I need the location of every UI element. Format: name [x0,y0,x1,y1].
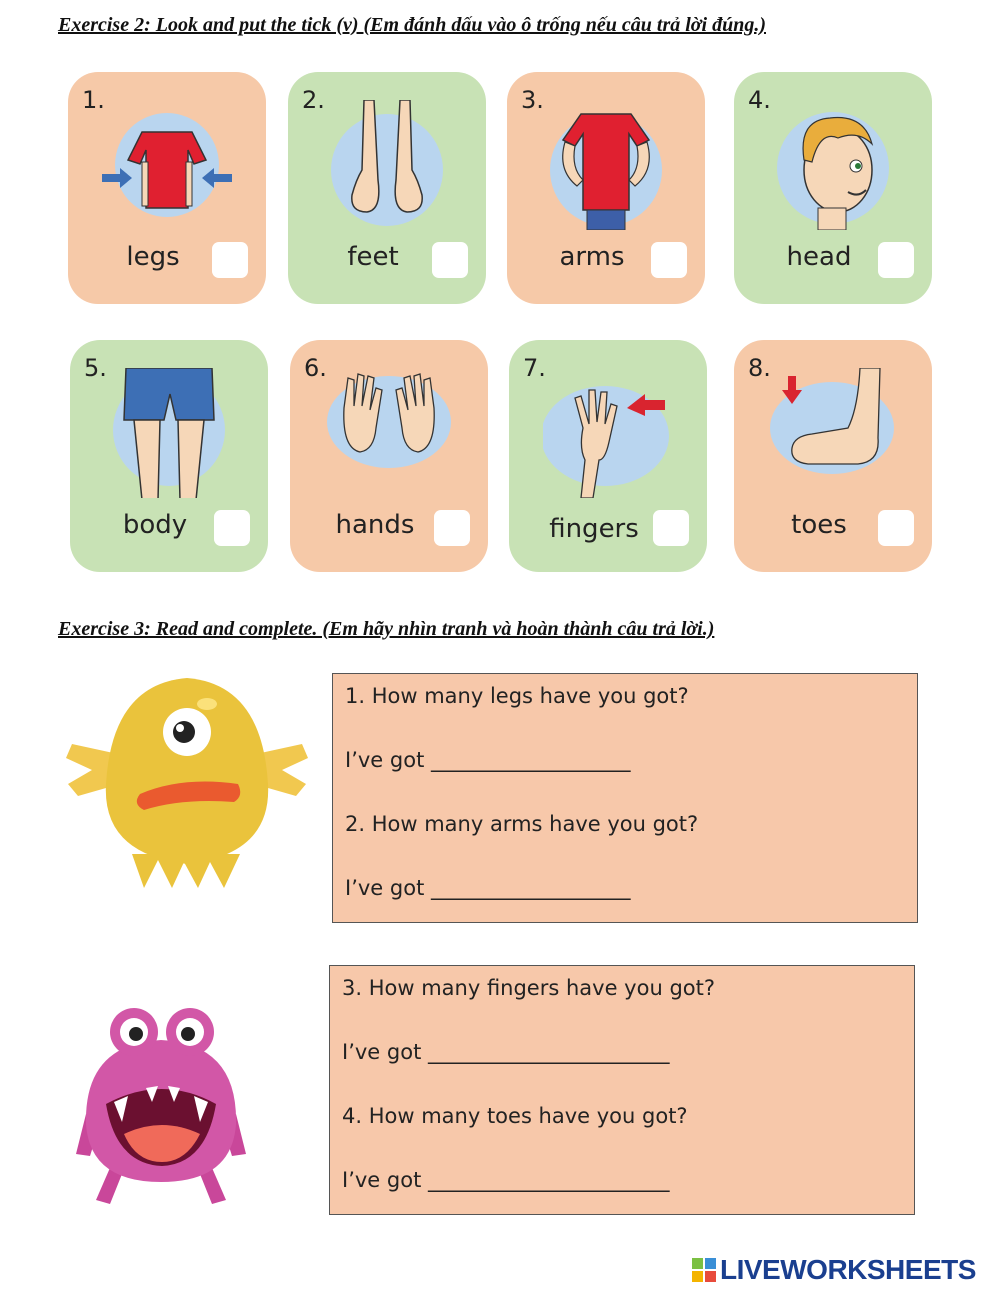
fingers-icon [543,368,673,498]
answer-4[interactable]: I’ve got _______________________ [342,1168,670,1192]
feet-icon [322,100,452,230]
question-box-1 [332,673,918,923]
card-word: fingers [549,514,639,544]
answer-3[interactable]: I’ve got _______________________ [342,1040,670,1064]
tick-box[interactable] [212,242,248,278]
logo-blocks-icon [692,1258,716,1282]
arms-icon [541,100,671,230]
yellow-monster-icon [62,674,312,894]
pink-monster-icon [76,1004,246,1214]
question-4: 4. How many toes have you got? [342,1104,688,1128]
hands-icon [324,368,454,498]
card-number: 6. [304,354,327,382]
question-2: 2. How many arms have you got? [345,812,699,836]
question-3: 3. How many fingers have you got? [342,976,715,1000]
card-8 [734,340,932,572]
card-2 [288,72,486,304]
card-word: head [786,242,852,272]
card-number: 8. [748,354,771,382]
tick-box[interactable] [214,510,250,546]
tick-box[interactable] [434,510,470,546]
liveworksheets-logo [692,1254,976,1286]
card-4 [734,72,932,304]
head-icon [768,100,898,230]
card-5 [70,340,268,572]
card-3 [507,72,705,304]
card-number: 7. [523,354,546,382]
tick-box[interactable] [432,242,468,278]
tick-box[interactable] [878,510,914,546]
answer-2[interactable]: I’ve got ___________________ [345,876,631,900]
card-7 [509,340,707,572]
question-1: 1. How many legs have you got? [345,684,689,708]
card-word: toes [791,510,847,540]
body-arrows-icon [102,100,232,230]
exercise-2-title: Exercise 2: Look and put the tick (v) (Em đánh dấu vào ô trống nếu câu trả lời đúng.) [58,14,766,36]
question-box-2 [329,965,915,1215]
toes-icon [768,368,898,498]
card-6 [290,340,488,572]
tick-box[interactable] [653,510,689,546]
legs-icon [104,368,234,498]
card-word: feet [347,242,399,272]
exercise-3-title: Exercise 3: Read and complete. (Em hãy nhìn tranh và hoàn thành câu trả lời.) [58,618,715,640]
card-word: hands [335,510,415,540]
card-number: 4. [748,86,771,114]
card-number: 3. [521,86,544,114]
answer-1[interactable]: I’ve got ___________________ [345,748,631,772]
logo-text: LIVEWORKSHEETS [720,1254,976,1285]
card-number: 5. [84,354,107,382]
tick-box[interactable] [651,242,687,278]
card-word: legs [126,242,180,272]
card-number: 1. [82,86,105,114]
card-word: body [122,510,188,540]
card-number: 2. [302,86,325,114]
tick-box[interactable] [878,242,914,278]
card-1 [68,72,266,304]
card-word: arms [559,242,625,272]
